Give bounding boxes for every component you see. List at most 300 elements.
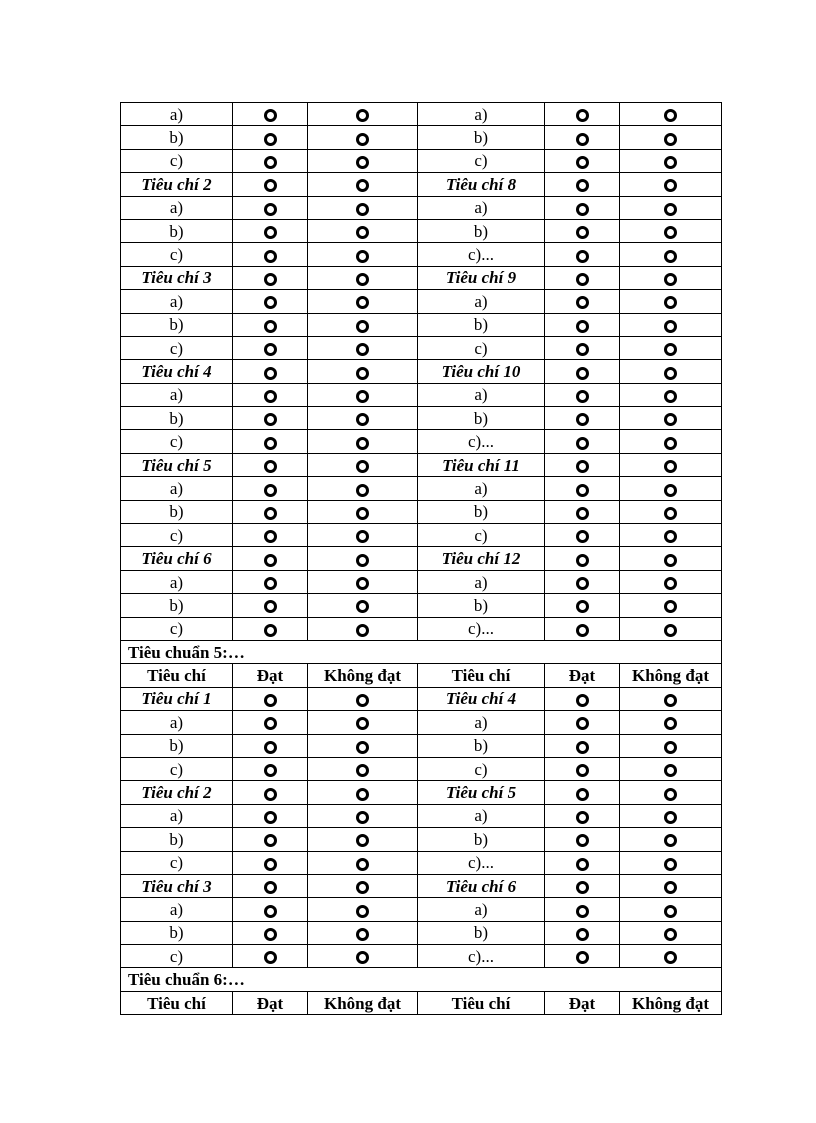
khong-dat-left-cell [308,266,418,289]
khong-dat-left-cell [308,570,418,593]
dat-left-cell [233,547,308,570]
dat-left-radio-icon[interactable] [264,390,277,403]
dat-right-radio-icon[interactable] [576,390,589,403]
khong-dat-right-radio-icon[interactable] [664,881,677,894]
khong-dat-left-cell [308,243,418,266]
criterion-label: Tiêu chí 1 [121,687,233,710]
table-row [121,103,722,126]
khong-dat-left-radio-icon[interactable] [356,273,369,286]
dat-right-radio-icon[interactable] [576,905,589,918]
table-row [121,851,722,874]
khong-dat-left-radio-icon[interactable] [356,530,369,543]
dat-right-cell [545,290,620,313]
khong-dat-right-radio-icon[interactable] [664,928,677,941]
dat-left-cell [233,126,308,149]
khong-dat-left-radio-icon[interactable] [356,250,369,263]
dat-right-cell [545,687,620,710]
khong-dat-left-radio-icon[interactable] [356,741,369,754]
dat-right-radio-icon[interactable] [576,320,589,333]
dat-right-cell [545,126,620,149]
khong-dat-left-cell [308,687,418,710]
dat-left-cell [233,313,308,336]
item-label: a) [418,477,545,500]
dat-right-cell [545,617,620,640]
khong-dat-right-cell [620,828,722,851]
criterion-label: Tiêu chí 10 [418,360,545,383]
dat-left-cell [233,711,308,734]
item-label: c) [418,149,545,172]
dat-left-cell [233,407,308,430]
khong-dat-right-radio-icon[interactable] [664,764,677,777]
dat-left-radio-icon[interactable] [264,764,277,777]
item-label: b) [418,219,545,242]
dat-left-cell [233,453,308,476]
criterion-label: Tiêu chí 3 [121,266,233,289]
dat-right-cell [545,383,620,406]
dat-right-radio-icon[interactable] [576,788,589,801]
item-label: c)... [418,945,545,968]
criterion-label: Tiêu chí 4 [121,360,233,383]
item-label: b) [418,407,545,430]
dat-left-radio-icon[interactable] [264,881,277,894]
dat-left-radio-icon[interactable] [264,717,277,730]
dat-left-cell [233,851,308,874]
khong-dat-right-cell [620,360,722,383]
column-header: Tiêu chí [121,664,233,687]
dat-right-radio-icon[interactable] [576,600,589,613]
dat-left-cell [233,266,308,289]
khong-dat-left-cell [308,407,418,430]
khong-dat-left-cell [308,734,418,757]
khong-dat-right-cell [620,898,722,921]
item-label: a) [418,383,545,406]
dat-right-cell [545,547,620,570]
khong-dat-right-cell [620,453,722,476]
khong-dat-left-cell [308,149,418,172]
khong-dat-right-radio-icon[interactable] [664,717,677,730]
khong-dat-left-radio-icon[interactable] [356,367,369,380]
dat-left-radio-icon[interactable] [264,273,277,286]
dat-left-radio-icon[interactable] [264,226,277,239]
table-row [121,219,722,242]
khong-dat-right-cell [620,383,722,406]
dat-left-radio-icon[interactable] [264,320,277,333]
khong-dat-left-radio-icon[interactable] [356,554,369,567]
khong-dat-right-radio-icon[interactable] [664,179,677,192]
dat-left-radio-icon[interactable] [264,788,277,801]
table-row [121,383,722,406]
table-row [121,126,722,149]
item-label: a) [121,711,233,734]
table-row [121,290,722,313]
khong-dat-right-radio-icon[interactable] [664,413,677,426]
dat-left-cell [233,570,308,593]
dat-right-radio-icon[interactable] [576,250,589,263]
khong-dat-left-radio-icon[interactable] [356,133,369,146]
khong-dat-left-radio-icon[interactable] [356,905,369,918]
item-label: b) [121,219,233,242]
dat-left-radio-icon[interactable] [264,437,277,450]
khong-dat-right-cell [620,477,722,500]
dat-right-cell [545,477,620,500]
dat-left-radio-icon[interactable] [264,577,277,590]
item-label: b) [121,828,233,851]
dat-left-cell [233,103,308,126]
khong-dat-right-cell [620,594,722,617]
dat-right-radio-icon[interactable] [576,203,589,216]
table-row [121,945,722,968]
dat-right-cell [545,524,620,547]
khong-dat-left-radio-icon[interactable] [356,834,369,847]
item-label: b) [418,500,545,523]
dat-left-radio-icon[interactable] [264,507,277,520]
khong-dat-left-radio-icon[interactable] [356,507,369,520]
item-label: c) [418,336,545,359]
khong-dat-left-radio-icon[interactable] [356,624,369,637]
khong-dat-left-cell [308,383,418,406]
item-label: a) [121,383,233,406]
khong-dat-left-radio-icon[interactable] [356,951,369,964]
dat-left-cell [233,219,308,242]
dat-right-radio-icon[interactable] [576,226,589,239]
dat-right-cell [545,734,620,757]
dat-right-cell [545,149,620,172]
table-row [121,360,722,383]
khong-dat-right-radio-icon[interactable] [664,367,677,380]
dat-right-radio-icon[interactable] [576,554,589,567]
khong-dat-right-radio-icon[interactable] [664,133,677,146]
khong-dat-left-cell [308,921,418,944]
column-header: Đạt [545,664,620,687]
khong-dat-left-cell [308,313,418,336]
item-label: a) [418,290,545,313]
item-label: b) [418,313,545,336]
dat-right-radio-icon[interactable] [576,367,589,380]
section-row [121,968,722,991]
khong-dat-right-radio-icon[interactable] [664,951,677,964]
dat-right-radio-icon[interactable] [576,858,589,871]
dat-left-radio-icon[interactable] [264,905,277,918]
khong-dat-left-radio-icon[interactable] [356,577,369,590]
table-row [121,453,722,476]
dat-left-radio-icon[interactable] [264,694,277,707]
section-title: Tiêu chuẩn 5:… [121,640,722,663]
khong-dat-left-cell [308,828,418,851]
item-label: b) [418,126,545,149]
khong-dat-right-radio-icon[interactable] [664,390,677,403]
dat-left-cell [233,898,308,921]
khong-dat-right-radio-icon[interactable] [664,437,677,450]
dat-left-radio-icon[interactable] [264,460,277,473]
dat-right-radio-icon[interactable] [576,717,589,730]
khong-dat-right-radio-icon[interactable] [664,109,677,122]
dat-left-radio-icon[interactable] [264,530,277,543]
khong-dat-right-radio-icon[interactable] [664,811,677,824]
khong-dat-right-radio-icon[interactable] [664,250,677,263]
khong-dat-left-cell [308,851,418,874]
item-label: c) [121,617,233,640]
dat-left-radio-icon[interactable] [264,484,277,497]
khong-dat-left-cell [308,453,418,476]
dat-right-radio-icon[interactable] [576,530,589,543]
dat-left-cell [233,173,308,196]
dat-left-radio-icon[interactable] [264,834,277,847]
dat-left-radio-icon[interactable] [264,600,277,613]
khong-dat-left-radio-icon[interactable] [356,811,369,824]
khong-dat-left-cell [308,336,418,359]
dat-left-radio-icon[interactable] [264,928,277,941]
dat-left-radio-icon[interactable] [264,203,277,216]
dat-right-cell [545,266,620,289]
khong-dat-left-radio-icon[interactable] [356,881,369,894]
khong-dat-right-radio-icon[interactable] [664,460,677,473]
dat-left-cell [233,524,308,547]
khong-dat-left-radio-icon[interactable] [356,109,369,122]
dat-right-radio-icon[interactable] [576,881,589,894]
dat-right-radio-icon[interactable] [576,507,589,520]
dat-right-cell [545,898,620,921]
table-row [121,313,722,336]
dat-left-radio-icon[interactable] [264,951,277,964]
table-row [121,477,722,500]
item-label: b) [418,828,545,851]
khong-dat-left-radio-icon[interactable] [356,437,369,450]
khong-dat-left-radio-icon[interactable] [356,788,369,801]
table-row [121,828,722,851]
dat-right-cell [545,407,620,430]
khong-dat-left-radio-icon[interactable] [356,390,369,403]
khong-dat-right-radio-icon[interactable] [664,507,677,520]
khong-dat-right-cell [620,407,722,430]
item-label: a) [121,570,233,593]
dat-left-radio-icon[interactable] [264,296,277,309]
khong-dat-left-radio-icon[interactable] [356,858,369,871]
khong-dat-right-cell [620,290,722,313]
dat-left-radio-icon[interactable] [264,741,277,754]
khong-dat-left-radio-icon[interactable] [356,296,369,309]
item-label: a) [418,898,545,921]
khong-dat-left-cell [308,617,418,640]
column-header: Đạt [233,664,308,687]
khong-dat-right-cell [620,547,722,570]
khong-dat-left-radio-icon[interactable] [356,717,369,730]
dat-right-radio-icon[interactable] [576,577,589,590]
section-title: Tiêu chuẩn 6:… [121,968,722,991]
criterion-label: Tiêu chí 2 [121,173,233,196]
dat-left-radio-icon[interactable] [264,343,277,356]
dat-left-radio-icon[interactable] [264,858,277,871]
khong-dat-right-cell [620,266,722,289]
item-label: a) [121,898,233,921]
khong-dat-left-radio-icon[interactable] [356,156,369,169]
dat-left-cell [233,828,308,851]
dat-right-cell [545,781,620,804]
dat-right-radio-icon[interactable] [576,484,589,497]
dat-left-radio-icon[interactable] [264,554,277,567]
table-row [121,921,722,944]
khong-dat-right-radio-icon[interactable] [664,343,677,356]
khong-dat-right-cell [620,524,722,547]
dat-left-cell [233,874,308,897]
dat-right-radio-icon[interactable] [576,133,589,146]
dat-right-radio-icon[interactable] [576,413,589,426]
column-header: Tiêu chí [418,664,545,687]
dat-right-radio-icon[interactable] [576,811,589,824]
dat-right-radio-icon[interactable] [576,343,589,356]
dat-left-radio-icon[interactable] [264,413,277,426]
khong-dat-left-cell [308,196,418,219]
khong-dat-left-cell [308,360,418,383]
dat-left-radio-icon[interactable] [264,624,277,637]
dat-right-radio-icon[interactable] [576,694,589,707]
table-row [121,594,722,617]
khong-dat-right-cell [620,103,722,126]
table-row [121,687,722,710]
dat-right-radio-icon[interactable] [576,951,589,964]
criterion-label: Tiêu chí 2 [121,781,233,804]
khong-dat-right-radio-icon[interactable] [664,577,677,590]
item-label: c) [121,243,233,266]
table-row [121,617,722,640]
table-row [121,430,722,453]
khong-dat-right-radio-icon[interactable] [664,484,677,497]
dat-right-cell [545,921,620,944]
khong-dat-left-cell [308,874,418,897]
khong-dat-right-cell [620,874,722,897]
khong-dat-left-radio-icon[interactable] [356,226,369,239]
dat-left-radio-icon[interactable] [264,250,277,263]
table-row [121,407,722,430]
table-row [121,547,722,570]
khong-dat-right-radio-icon[interactable] [664,788,677,801]
table-row [121,196,722,219]
khong-dat-right-radio-icon[interactable] [664,858,677,871]
khong-dat-left-cell [308,173,418,196]
column-header: Tiêu chí [418,991,545,1014]
dat-right-radio-icon[interactable] [576,624,589,637]
item-label: a) [121,804,233,827]
khong-dat-right-radio-icon[interactable] [664,624,677,637]
column-header: Không đạt [308,991,418,1014]
khong-dat-left-radio-icon[interactable] [356,928,369,941]
dat-left-radio-icon[interactable] [264,179,277,192]
khong-dat-right-radio-icon[interactable] [664,320,677,333]
khong-dat-left-radio-icon[interactable] [356,343,369,356]
khong-dat-right-cell [620,757,722,780]
dat-right-radio-icon[interactable] [576,928,589,941]
khong-dat-right-cell [620,921,722,944]
dat-left-radio-icon[interactable] [264,109,277,122]
khong-dat-right-radio-icon[interactable] [664,905,677,918]
khong-dat-left-radio-icon[interactable] [356,320,369,333]
dat-right-radio-icon[interactable] [576,741,589,754]
khong-dat-left-cell [308,547,418,570]
dat-right-radio-icon[interactable] [576,109,589,122]
khong-dat-left-radio-icon[interactable] [356,764,369,777]
khong-dat-right-cell [620,313,722,336]
khong-dat-left-radio-icon[interactable] [356,179,369,192]
khong-dat-right-radio-icon[interactable] [664,203,677,216]
dat-right-radio-icon[interactable] [576,156,589,169]
khong-dat-right-cell [620,804,722,827]
khong-dat-right-radio-icon[interactable] [664,226,677,239]
dat-right-cell [545,219,620,242]
column-header: Không đạt [620,991,722,1014]
evaluation-form [120,102,721,1015]
column-header: Tiêu chí [121,991,233,1014]
dat-right-cell [545,360,620,383]
khong-dat-left-cell [308,500,418,523]
dat-right-cell [545,313,620,336]
khong-dat-left-radio-icon[interactable] [356,600,369,613]
khong-dat-left-radio-icon[interactable] [356,413,369,426]
dat-left-radio-icon[interactable] [264,133,277,146]
khong-dat-right-radio-icon[interactable] [664,554,677,567]
dat-right-cell [545,570,620,593]
khong-dat-left-radio-icon[interactable] [356,460,369,473]
item-label: a) [418,711,545,734]
dat-right-radio-icon[interactable] [576,764,589,777]
dat-right-cell [545,804,620,827]
khong-dat-left-radio-icon[interactable] [356,484,369,497]
dat-right-radio-icon[interactable] [576,460,589,473]
dat-left-cell [233,594,308,617]
table-row [121,149,722,172]
criterion-label: Tiêu chí 4 [418,687,545,710]
khong-dat-right-cell [620,781,722,804]
khong-dat-right-radio-icon[interactable] [664,834,677,847]
item-label: b) [121,921,233,944]
dat-right-cell [545,430,620,453]
dat-left-radio-icon[interactable] [264,156,277,169]
table-row [121,500,722,523]
dat-left-radio-icon[interactable] [264,811,277,824]
dat-right-cell [545,594,620,617]
item-label: c)... [418,243,545,266]
khong-dat-left-cell [308,757,418,780]
khong-dat-right-radio-icon[interactable] [664,296,677,309]
dat-left-cell [233,804,308,827]
dat-left-radio-icon[interactable] [264,367,277,380]
khong-dat-left-cell [308,219,418,242]
khong-dat-right-radio-icon[interactable] [664,156,677,169]
dat-right-radio-icon[interactable] [576,273,589,286]
khong-dat-right-radio-icon[interactable] [664,600,677,613]
item-label: c) [121,149,233,172]
dat-right-cell [545,173,620,196]
dat-right-radio-icon[interactable] [576,834,589,847]
table-row [121,524,722,547]
dat-left-cell [233,734,308,757]
dat-right-radio-icon[interactable] [576,179,589,192]
khong-dat-left-radio-icon[interactable] [356,203,369,216]
khong-dat-right-radio-icon[interactable] [664,530,677,543]
dat-right-radio-icon[interactable] [576,437,589,450]
dat-right-radio-icon[interactable] [576,296,589,309]
dat-left-cell [233,687,308,710]
khong-dat-right-cell [620,196,722,219]
criterion-label: Tiêu chí 5 [418,781,545,804]
dat-right-cell [545,500,620,523]
khong-dat-right-radio-icon[interactable] [664,694,677,707]
dat-left-cell [233,243,308,266]
dat-left-cell [233,383,308,406]
item-label: b) [121,407,233,430]
khong-dat-left-radio-icon[interactable] [356,694,369,707]
khong-dat-right-radio-icon[interactable] [664,273,677,286]
dat-right-cell [545,196,620,219]
khong-dat-right-radio-icon[interactable] [664,741,677,754]
